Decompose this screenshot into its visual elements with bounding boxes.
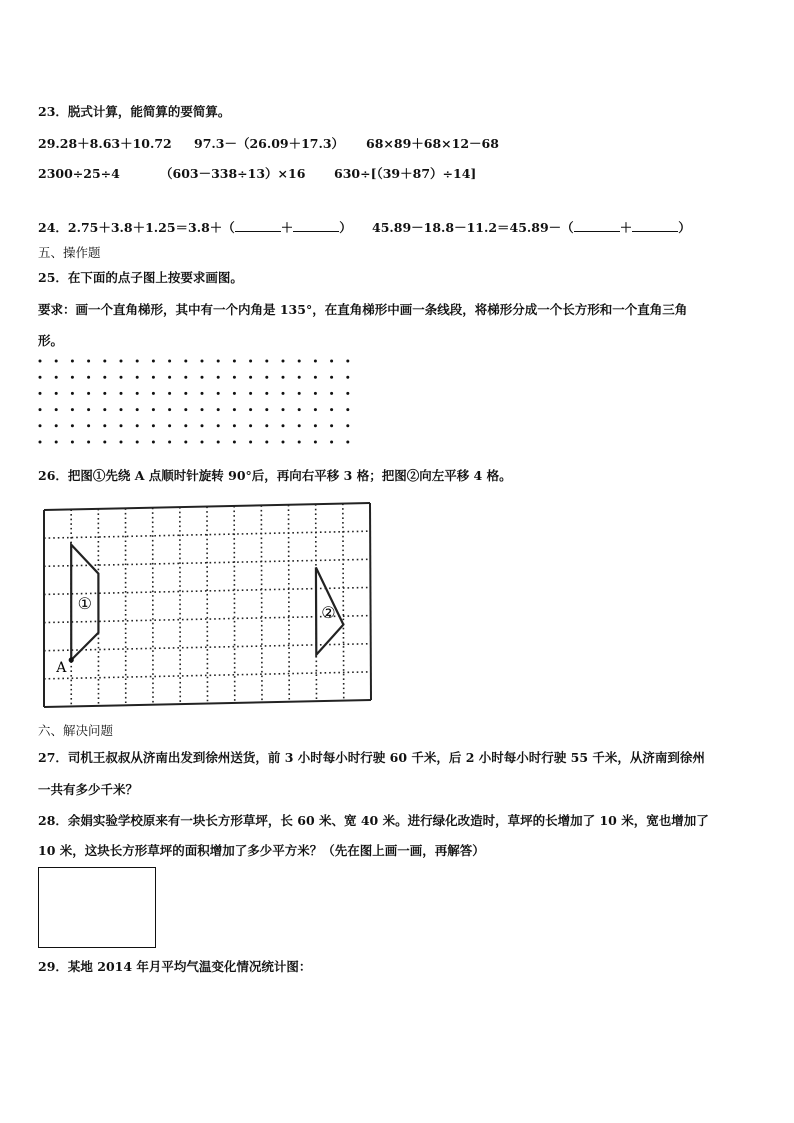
q24-blank-3[interactable]: [574, 219, 620, 232]
grid-dot[interactable]: [201, 408, 204, 411]
q28-line2: 10 米，这块长方形草坪的面积增加了多少平方米？（先在图上画一画，再解答）: [38, 843, 485, 858]
grid-dot[interactable]: [201, 424, 204, 427]
grid-dot[interactable]: [217, 408, 220, 411]
grid-dot[interactable]: [298, 424, 301, 427]
q24-left-equation: [38, 219, 352, 236]
q25-requirement-line1: 要求：画一个直角梯形，其中有一个内角是 135°，在直角梯形中画一条线段，将梯形分成一个长方形和一个直角三角: [38, 302, 688, 317]
q24-plus-1: ＋: [280, 220, 294, 235]
grid-dot[interactable]: [265, 441, 268, 444]
q24-plus-2: ＋: [619, 220, 633, 235]
grid-dot[interactable]: [168, 441, 171, 444]
q23-title: 23．脱式计算，能简算的要简算。: [38, 104, 231, 119]
grid-dot[interactable]: [249, 360, 252, 363]
grid-dot[interactable]: [282, 392, 285, 395]
grid-dot[interactable]: [87, 424, 90, 427]
grid-dot[interactable]: [346, 392, 349, 395]
q27-line2: 一共有多少千米？: [38, 782, 139, 797]
grid-dot[interactable]: [120, 408, 123, 411]
grid-dot[interactable]: [55, 392, 58, 395]
grid-dot[interactable]: [282, 360, 285, 363]
grid-dot[interactable]: [39, 441, 42, 444]
grid-dot[interactable]: [314, 392, 317, 395]
q24-blank-1[interactable]: [235, 219, 281, 232]
q23-expr-3: 68×89＋68×12－68: [366, 136, 499, 151]
grid-dot[interactable]: [168, 408, 171, 411]
grid-dot[interactable]: [87, 360, 90, 363]
grid-dot[interactable]: [71, 408, 74, 411]
grid-dot[interactable]: [298, 376, 301, 379]
q28-line1: 28．余娟实验学校原来有一块长方形草坪，长 60 米、宽 40 米。进行绿化改造时，草坪的长增加了 10 米，宽也增加了: [38, 813, 709, 828]
grid-dot[interactable]: [120, 441, 123, 444]
grid-dot[interactable]: [346, 408, 349, 411]
grid-dot[interactable]: [55, 408, 58, 411]
q24-blank-4[interactable]: [632, 219, 678, 232]
grid-dot[interactable]: [71, 424, 74, 427]
grid-dot[interactable]: [330, 392, 333, 395]
grid-dot[interactable]: [136, 376, 139, 379]
grid-dot[interactable]: [298, 408, 301, 411]
q23-expr-1: 29.28＋8.63＋10.72: [38, 136, 172, 151]
q28-drawing-box[interactable]: [38, 867, 156, 948]
grid-dot[interactable]: [346, 441, 349, 444]
grid-dot[interactable]: [265, 360, 268, 363]
grid-dot[interactable]: [249, 424, 252, 427]
grid-dot[interactable]: [314, 441, 317, 444]
q24-blank-2[interactable]: [293, 219, 339, 232]
grid-dot[interactable]: [184, 392, 187, 395]
grid-dot[interactable]: [201, 376, 204, 379]
q23-expr-2: 97.3－（26.09＋17.3）: [194, 136, 345, 151]
grid-dot[interactable]: [39, 408, 42, 411]
grid-dot[interactable]: [87, 376, 90, 379]
grid-dot[interactable]: [55, 424, 58, 427]
grid-dot[interactable]: [103, 376, 106, 379]
point-a-label: A: [56, 659, 67, 676]
grid-dot[interactable]: [103, 408, 106, 411]
grid-dot[interactable]: [71, 441, 74, 444]
grid-dot[interactable]: [282, 424, 285, 427]
grid-dot[interactable]: [314, 408, 317, 411]
grid-dot[interactable]: [152, 392, 155, 395]
q23-expr-4: 2300÷25÷4: [38, 166, 120, 181]
grid-dot[interactable]: [71, 376, 74, 379]
grid-line-vertical: [207, 507, 208, 704]
grid-dot[interactable]: [71, 360, 74, 363]
grid-dot[interactable]: [184, 424, 187, 427]
grid-dot[interactable]: [152, 441, 155, 444]
grid-dot[interactable]: [152, 360, 155, 363]
grid-line-horizontal: [44, 587, 370, 594]
grid-dot[interactable]: [233, 392, 236, 395]
grid-dot[interactable]: [330, 376, 333, 379]
grid-dot[interactable]: [249, 376, 252, 379]
grid-line-vertical: [261, 505, 262, 702]
grid-dot[interactable]: [233, 360, 236, 363]
grid-dot[interactable]: [217, 376, 220, 379]
q29-text: 29．某地 2014 年月平均气温变化情况统计图：: [38, 959, 312, 974]
grid-dot[interactable]: [184, 376, 187, 379]
grid-dot[interactable]: [87, 392, 90, 395]
q25-requirement-line2: 形。: [38, 333, 64, 348]
grid-dot[interactable]: [55, 360, 58, 363]
grid-dot[interactable]: [249, 392, 252, 395]
q23-expr-6: 630÷[（39＋87）÷14]: [334, 166, 477, 181]
q24-right-equation: [372, 219, 691, 236]
grid-dot[interactable]: [120, 424, 123, 427]
grid-dot[interactable]: [168, 376, 171, 379]
grid-dot[interactable]: [39, 360, 42, 363]
grid-frame-right: [370, 503, 371, 700]
grid-dot[interactable]: [330, 441, 333, 444]
grid-dot[interactable]: [120, 376, 123, 379]
q27-line1: 27．司机王叔叔从济南出发到徐州送货，前 3 小时每小时行驶 60 千米，后 2 小时每小时行驶 55 千米，从济南到徐州: [38, 750, 705, 765]
grid-dot[interactable]: [201, 360, 204, 363]
grid-dot[interactable]: [87, 441, 90, 444]
grid-dot[interactable]: [346, 376, 349, 379]
grid-dot[interactable]: [265, 424, 268, 427]
grid-dot[interactable]: [136, 360, 139, 363]
grid-dot[interactable]: [152, 408, 155, 411]
grid-dot[interactable]: [265, 408, 268, 411]
section-5-heading: 五、操作题: [38, 245, 101, 260]
grid-dot[interactable]: [217, 424, 220, 427]
grid-dot[interactable]: [103, 424, 106, 427]
grid-dot[interactable]: [217, 360, 220, 363]
grid-dot[interactable]: [87, 408, 90, 411]
grid-dot[interactable]: [282, 408, 285, 411]
grid-dot[interactable]: [346, 424, 349, 427]
grid-line-vertical: [234, 506, 235, 703]
grid-dot[interactable]: [217, 441, 220, 444]
grid-dot[interactable]: [55, 376, 58, 379]
grid-dot[interactable]: [168, 424, 171, 427]
grid-dot[interactable]: [298, 392, 301, 395]
grid-dot[interactable]: [217, 392, 220, 395]
grid-line-vertical: [343, 504, 344, 701]
grid-dot[interactable]: [103, 392, 106, 395]
grid-dot[interactable]: [201, 392, 204, 395]
grid-frame-top: [44, 503, 370, 510]
grid-dot[interactable]: [233, 408, 236, 411]
grid-dot[interactable]: [184, 408, 187, 411]
grid-dot[interactable]: [39, 376, 42, 379]
q24-close-1: ）: [339, 220, 352, 235]
grid-dot[interactable]: [168, 360, 171, 363]
section-6-heading: 六、解决问题: [38, 723, 114, 738]
grid-dot[interactable]: [314, 424, 317, 427]
grid-dot[interactable]: [136, 408, 139, 411]
grid-dot[interactable]: [136, 392, 139, 395]
grid-dot[interactable]: [282, 441, 285, 444]
grid-dot[interactable]: [103, 441, 106, 444]
dot-grid[interactable]: [36, 357, 356, 453]
q24-right-expr: 45.89－18.8－11.2＝45.89－（: [372, 220, 574, 235]
grid-dot[interactable]: [265, 376, 268, 379]
figure-1-label: ①: [77, 594, 92, 614]
grid-dot[interactable]: [39, 424, 42, 427]
grid-dot[interactable]: [168, 392, 171, 395]
grid-dot[interactable]: [265, 392, 268, 395]
grid-dot[interactable]: [330, 424, 333, 427]
q26-text: 26．把图①先绕 A 点顺时针旋转 90°后，再向右平移 3 格；把图②向左平移 4 格。: [38, 468, 512, 483]
grid-dot[interactable]: [39, 392, 42, 395]
grid-dot[interactable]: [298, 360, 301, 363]
grid-dot[interactable]: [120, 392, 123, 395]
grid-dot[interactable]: [314, 376, 317, 379]
grid-dot[interactable]: [346, 360, 349, 363]
figure-2-label: ②: [321, 602, 336, 622]
grid-dot[interactable]: [184, 441, 187, 444]
grid-dot[interactable]: [136, 424, 139, 427]
point-a-dot: [69, 657, 74, 662]
grid-dot[interactable]: [201, 441, 204, 444]
grid-dot[interactable]: [314, 360, 317, 363]
q24-close-2: ）: [678, 220, 691, 235]
grid-line-vertical: [289, 505, 290, 702]
grid-dot[interactable]: [249, 408, 252, 411]
grid-dot[interactable]: [103, 360, 106, 363]
grid-dot[interactable]: [330, 360, 333, 363]
grid-dot[interactable]: [233, 376, 236, 379]
grid-dot[interactable]: [330, 408, 333, 411]
grid-dot[interactable]: [184, 360, 187, 363]
grid-dot[interactable]: [249, 441, 252, 444]
q23-expr-5: （603－338÷13）×16: [160, 166, 306, 181]
square-grid-figure[interactable]: [40, 500, 376, 712]
grid-dot[interactable]: [282, 376, 285, 379]
grid-dot[interactable]: [152, 376, 155, 379]
grid-dot[interactable]: [71, 392, 74, 395]
grid-dot[interactable]: [55, 441, 58, 444]
grid-dot[interactable]: [298, 441, 301, 444]
q24-left-expr: 24．2.75＋3.8＋1.25＝3.8＋（: [38, 220, 235, 235]
q25-title: 25．在下面的点子图上按要求画图。: [38, 270, 243, 285]
grid-dot[interactable]: [233, 424, 236, 427]
grid-dot[interactable]: [233, 441, 236, 444]
grid-dot[interactable]: [152, 424, 155, 427]
grid-dot[interactable]: [120, 360, 123, 363]
grid-dot[interactable]: [136, 441, 139, 444]
